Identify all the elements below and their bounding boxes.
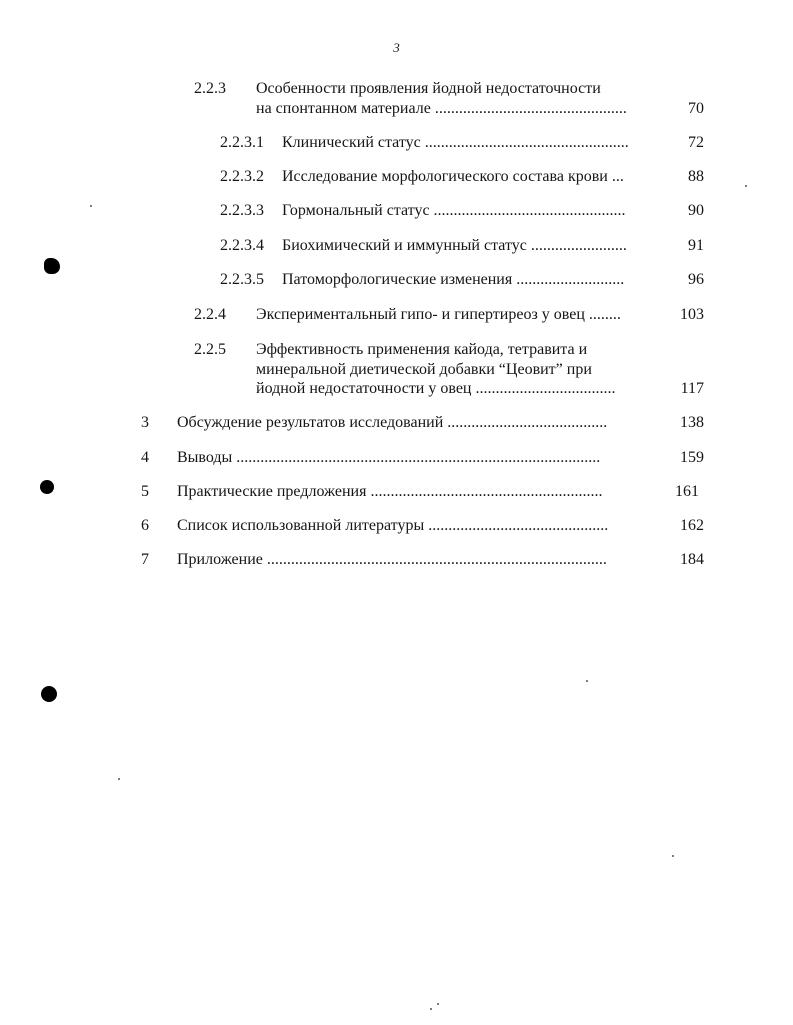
- scan-speck: [90, 205, 92, 207]
- toc-entry-page: 161: [675, 483, 699, 500]
- toc-entry-page: 103: [680, 306, 704, 323]
- toc-entry-page: 90: [688, 202, 704, 219]
- toc-entry: [194, 80, 714, 124]
- toc-entry: [220, 134, 714, 156]
- toc-entry-title: Клинический статус ...................................................: [282, 134, 629, 151]
- toc-entry-title-continued: на спонтанном материале ................................................: [256, 100, 627, 117]
- scan-speck: [118, 778, 120, 780]
- toc-entry-title: Список использованной литературы .............................................: [177, 517, 609, 534]
- toc-entry: [220, 168, 714, 190]
- toc-entry-page: 96: [688, 271, 704, 288]
- toc-entry: [141, 414, 714, 436]
- toc-entry-number: 4: [141, 449, 149, 466]
- toc-entry-page: 159: [680, 449, 704, 466]
- toc-entry-number: 2.2.3.4: [220, 237, 264, 254]
- toc-entry: [220, 202, 714, 224]
- toc-entry-page: 184: [680, 551, 704, 568]
- toc-entry-number: 2.2.4: [194, 306, 226, 323]
- toc-entry: [194, 341, 714, 405]
- punch-hole-mark: [44, 258, 60, 274]
- scan-speck: [437, 1003, 439, 1005]
- toc-entry-title: Исследование морфологического состава крови ...: [282, 168, 624, 185]
- toc-entry-page: 138: [680, 414, 704, 431]
- toc-entry-number: 2.2.3: [194, 80, 226, 97]
- toc-entry: [220, 237, 714, 259]
- toc-entry-page: 70: [688, 100, 704, 117]
- toc-entry-title: Особенности проявления йодной недостаточности: [256, 80, 601, 97]
- punch-hole-mark: [40, 480, 54, 494]
- toc-entry-page: 72: [688, 134, 704, 151]
- toc-entry-title: Выводы ...........................................................................................: [177, 449, 601, 466]
- toc-entry: [141, 449, 714, 471]
- toc-entry-title: Приложение .....................................................................................: [177, 551, 607, 568]
- toc-entry-number: 2.2.3.1: [220, 134, 264, 151]
- toc-entry-title: Гормональный статус ................................................: [282, 202, 626, 219]
- scan-speck: [586, 680, 588, 682]
- toc-entry-title: Патоморфологические изменения ...........................: [282, 271, 625, 288]
- toc-entry-number: 3: [141, 414, 149, 431]
- scan-speck: [672, 855, 674, 857]
- toc-entry-title-continued: йодной недостаточности у овец ...................................: [256, 380, 616, 397]
- toc-entry-number: 5: [141, 483, 149, 500]
- toc-entry-title: Практические предложения ..........................................................: [177, 483, 603, 500]
- toc-entry-title: Эффективность применения кайода, тетравита и: [256, 341, 588, 358]
- scan-speck: [745, 185, 747, 187]
- toc-entry-title-continued: минеральной диетической добавки “Цеовит” при: [256, 361, 592, 378]
- toc-entry-number: 2.2.3.2: [220, 168, 264, 185]
- toc-entry-page: 162: [680, 517, 704, 534]
- toc-entry: [220, 271, 714, 293]
- scan-speck: [430, 1008, 432, 1010]
- toc-entry-number: 6: [141, 517, 149, 534]
- page-number: 3: [393, 40, 400, 55]
- toc-entry-title: Обсуждение результатов исследований ........................................: [177, 414, 608, 431]
- toc-entry: [141, 551, 714, 573]
- toc-entry-number: 7: [141, 551, 149, 568]
- toc-entry-title: Биохимический и иммунный статус ........................: [282, 237, 627, 254]
- toc-entry-number: 2.2.3.5: [220, 271, 264, 288]
- toc-entry: [194, 306, 714, 328]
- toc-entry: [141, 517, 714, 539]
- toc-entry-page: 91: [688, 237, 704, 254]
- toc-entry: [141, 483, 714, 505]
- toc-entry-title: Экспериментальный гипо- и гипертиреоз у овец ........: [256, 306, 621, 323]
- punch-hole-mark: [41, 686, 57, 702]
- toc-entry-page: 88: [688, 168, 704, 185]
- toc-entry-number: 2.2.5: [194, 341, 226, 358]
- toc-entry-number: 2.2.3.3: [220, 202, 264, 219]
- toc-entry-page: 117: [680, 380, 704, 397]
